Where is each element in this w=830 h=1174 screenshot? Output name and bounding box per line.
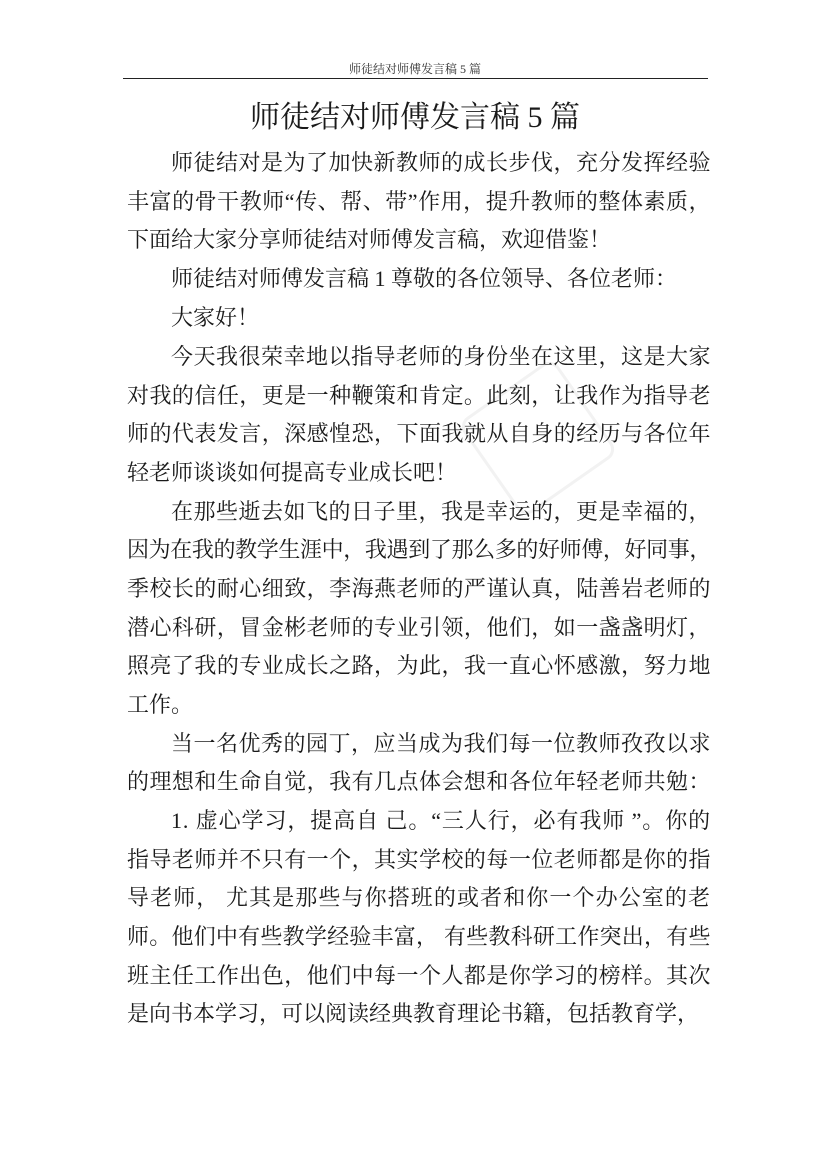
paragraph-line: 轻老师谈谈如何提高专业成长吧！ (127, 460, 458, 485)
paragraph-line: 当一名优秀的园丁，应当成为我们每一位教师孜孜以求 (171, 731, 712, 756)
paragraph-line: 1. 虚心学习，提高自 己。“三人行，必有我师 ”。你的 (171, 808, 712, 833)
paragraph-line: 师徒结对师傅发言稿 1 尊敬的各位领导、各位老师： (171, 266, 678, 291)
paragraph-line: 班主任工作出色，他们中每一个人都是你学习的榜样。其次 (127, 963, 711, 988)
paragraph-line: 潜心科研，冒金彬老师的专业引领，他们，如一盏盏明灯， (127, 615, 711, 640)
paragraph-line: 师徒结对是为了加快新教师的成长步伐，充分发挥经验 (171, 150, 712, 175)
document-title: 师徒结对师傅发言稿 5 篇 (250, 101, 580, 134)
paragraph-line: 师。他们中有些教学经验丰富， 有些教科研工作突出，有些 (127, 924, 711, 949)
paragraph-line: 对我的信任，更是一种鞭策和肯定。此刻，让我作为指导老 (127, 383, 711, 408)
paragraph-line: 指导老师并不只有一个，其实学校的每一位老师都是你的指 (127, 847, 711, 872)
paragraph-line: 师的代表发言，深感惶恐，下面我就从自身的经历与各位年 (127, 421, 711, 446)
paragraph-line: 今天我很荣幸地以指导老师的身份坐在这里，这是大家 (171, 344, 712, 369)
paragraph-line: 照亮了我的专业成长之路，为此，我一直心怀感激，努力地 (127, 653, 711, 678)
paragraph-line: 是向书本学习，可以阅读经典教育理论书籍，包括教育学， (127, 1001, 700, 1026)
header-rule (123, 78, 708, 79)
paragraph-line: 的理想和生命自觉，我有几点体会想和各位年轻老师共勉： (127, 769, 711, 794)
paragraph-line: 季校长的耐心细致，李海燕老师的严谨认真，陆善岩老师的 (127, 576, 711, 601)
paragraph-line: 在那些逝去如飞的日子里，我是幸运的，更是幸福的， (171, 499, 712, 524)
paragraph-line: 导老师， 尤其是那些与你搭班的或者和你一个办公室的老 (127, 885, 712, 910)
paragraph-line: 大家好！ (171, 305, 260, 330)
paragraph-line: 因为在我的教学生涯中，我遇到了那么多的好师傅，好同事， (127, 537, 712, 562)
paragraph-line: 下面给大家分享师徒结对师傅发言稿，欢迎借鉴！ (127, 227, 612, 252)
paragraph-line: 丰富的骨干教师“传、帮、带”作用，提升教师的整体素质， (127, 189, 712, 214)
paragraph-line: 工作。 (127, 692, 194, 717)
running-header: 师徒结对师傅发言稿 5 篇 (348, 62, 481, 76)
